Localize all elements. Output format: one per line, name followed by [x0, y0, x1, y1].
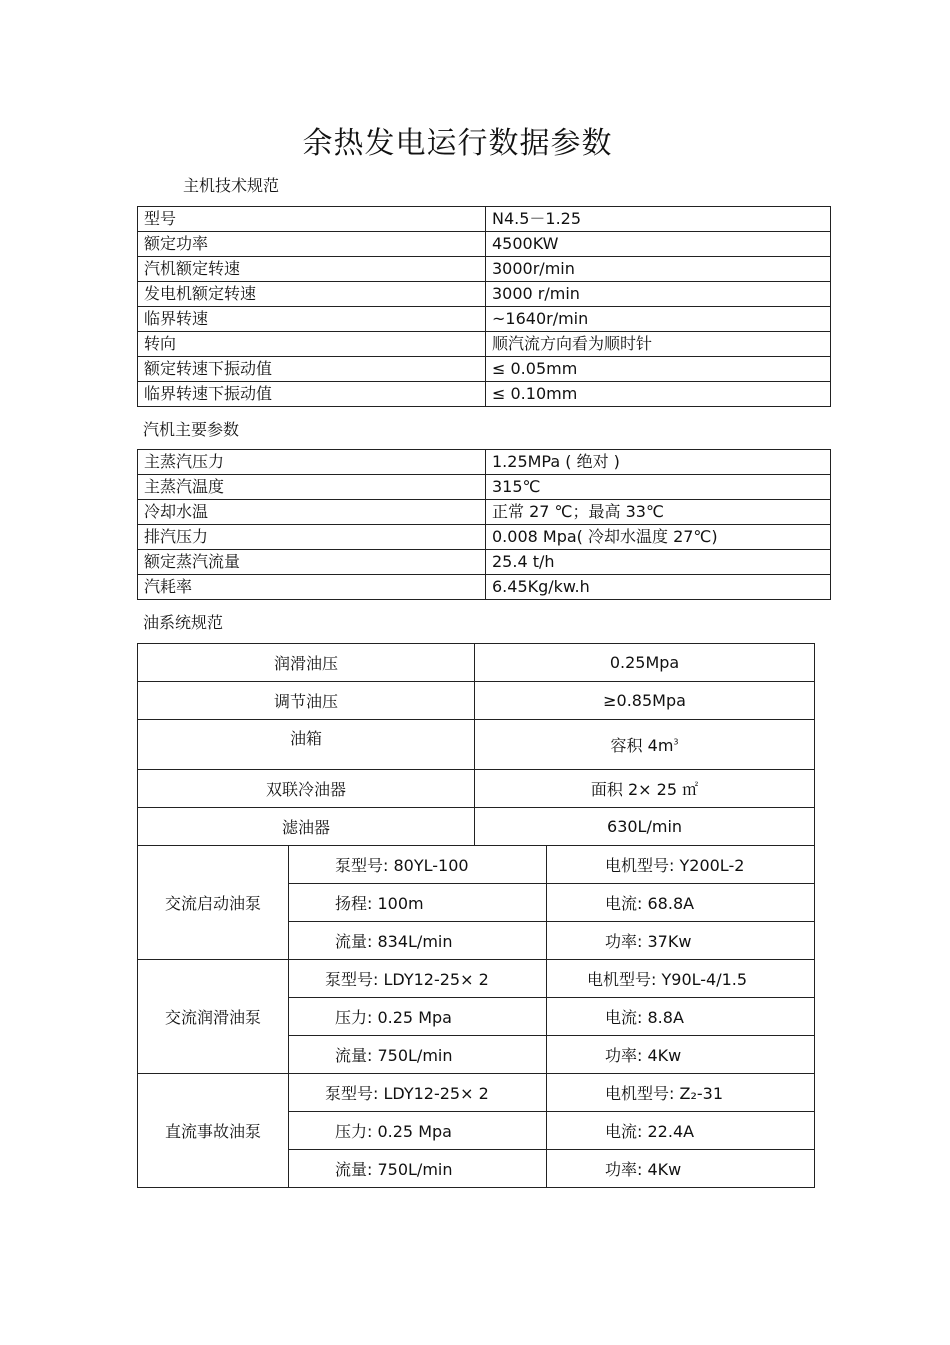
motor-spec: 电机型号: Y200L-2 — [547, 846, 815, 884]
row-label: 滤油器 — [138, 808, 475, 846]
row-label: 润滑油压 — [138, 644, 475, 682]
row-value: 顺汽流方向看为顺时针 — [486, 332, 831, 357]
value-text: 容积 4m — [610, 736, 674, 755]
row-value: 6.45Kg/kw.h — [486, 575, 831, 600]
row-label: 主蒸汽压力 — [138, 450, 486, 475]
table-row — [138, 682, 815, 720]
row-label: 汽机额定转速 — [138, 257, 486, 282]
table-row — [138, 357, 831, 382]
page-title: 余热发电运行数据参数 — [302, 126, 613, 161]
row-value: ≤ 0.10mm — [486, 382, 831, 407]
pump-spec: 流量: 834L/min — [289, 922, 547, 960]
row-value — [475, 682, 815, 720]
row-label: 调节油压 — [138, 682, 475, 720]
row-value: 25.4 t/h — [486, 550, 831, 575]
pump-spec: 泵型号: 80YL-100 — [289, 846, 547, 884]
table-row — [138, 257, 831, 282]
pump-spec: 压力: 0.25 Mpa — [289, 998, 547, 1036]
pump-spec: 泵型号: LDY12-25× 2 — [289, 960, 547, 998]
row-value — [475, 770, 815, 808]
value-text: 面积 2× 25 ㎡ — [590, 780, 699, 799]
table-row — [138, 770, 815, 808]
section-caption-turbine-params: 汽机主要参数 — [143, 420, 240, 439]
table-row — [138, 720, 815, 770]
row-label: 临界转速下振动值 — [138, 382, 486, 407]
row-label: 排汽压力 — [138, 525, 486, 550]
pump-spec: 扬程: 100m — [289, 884, 547, 922]
table-row — [138, 525, 831, 550]
table-row — [138, 332, 831, 357]
row-value: 1.25MPa ( 绝对 ) — [486, 450, 831, 475]
table-row — [138, 575, 831, 600]
row-label: 临界转速 — [138, 307, 486, 332]
row-label: 转向 — [138, 332, 486, 357]
row-value: 315℃ — [486, 475, 831, 500]
value-text: 630L/min — [607, 817, 683, 836]
row-value — [475, 720, 815, 770]
motor-spec: 功率: 37Kw — [547, 922, 815, 960]
row-value: 0.008 Mpa( 冷却水温度 27℃) — [486, 525, 831, 550]
value-text: 0.25Mpa — [609, 653, 680, 672]
row-label: 油箱 — [138, 720, 475, 770]
row-label: 双联冷油器 — [138, 770, 475, 808]
section-caption-main-spec: 主机技术规范 — [183, 176, 280, 195]
oil-system-table — [137, 643, 815, 1188]
row-label: 型号 — [138, 207, 486, 232]
pump-name: 交流启动油泵 — [138, 846, 289, 960]
row-value: N4.5－1.25 — [486, 207, 831, 232]
table-row — [138, 232, 831, 257]
table-row — [138, 808, 815, 846]
table-row — [138, 550, 831, 575]
table-row — [138, 450, 831, 475]
row-label: 主蒸汽温度 — [138, 475, 486, 500]
row-value: 3000r/min — [486, 257, 831, 282]
value-superscript: 3 — [673, 737, 679, 747]
table-row — [138, 282, 831, 307]
table-row — [138, 500, 831, 525]
row-value: 4500KW — [486, 232, 831, 257]
row-label: 汽耗率 — [138, 575, 486, 600]
row-value: 正常 27 ℃；最高 33℃ — [486, 500, 831, 525]
table-row — [138, 475, 831, 500]
motor-spec: 电机型号: Z₂-31 — [547, 1074, 815, 1112]
pump-row — [138, 1074, 815, 1112]
row-label: 冷却水温 — [138, 500, 486, 525]
row-value — [475, 808, 815, 846]
motor-spec: 电流: 68.8A — [547, 884, 815, 922]
row-label: 额定转速下振动值 — [138, 357, 486, 382]
table-row — [138, 207, 831, 232]
motor-spec: 功率: 4Kw — [547, 1036, 815, 1074]
pump-name: 交流润滑油泵 — [138, 960, 289, 1074]
pump-spec: 压力: 0.25 Mpa — [289, 1112, 547, 1150]
table-row — [138, 307, 831, 332]
row-value: 3000 r/min — [486, 282, 831, 307]
row-label: 额定功率 — [138, 232, 486, 257]
pump-spec: 流量: 750L/min — [289, 1036, 547, 1074]
row-value: ≤ 0.05mm — [486, 357, 831, 382]
pump-row — [138, 960, 815, 998]
value-text: ≥0.85Mpa — [603, 691, 686, 710]
row-value — [475, 644, 815, 682]
pump-name: 直流事故油泵 — [138, 1074, 289, 1188]
motor-spec: 功率: 4Kw — [547, 1150, 815, 1188]
table-row — [138, 382, 831, 407]
motor-spec: 电流: 8.8A — [547, 998, 815, 1036]
table-row — [138, 644, 815, 682]
motor-spec: 电机型号: Y90L-4/1.5 — [547, 960, 815, 998]
row-value: ~1640r/min — [486, 307, 831, 332]
pump-row — [138, 846, 815, 884]
main-spec-table — [137, 206, 831, 407]
turbine-params-table — [137, 449, 831, 600]
row-label: 发电机额定转速 — [138, 282, 486, 307]
motor-spec: 电流: 22.4A — [547, 1112, 815, 1150]
pump-spec: 泵型号: LDY12-25× 2 — [289, 1074, 547, 1112]
row-label: 额定蒸汽流量 — [138, 550, 486, 575]
pump-spec: 流量: 750L/min — [289, 1150, 547, 1188]
section-caption-oil-system: 油系统规范 — [143, 613, 224, 632]
